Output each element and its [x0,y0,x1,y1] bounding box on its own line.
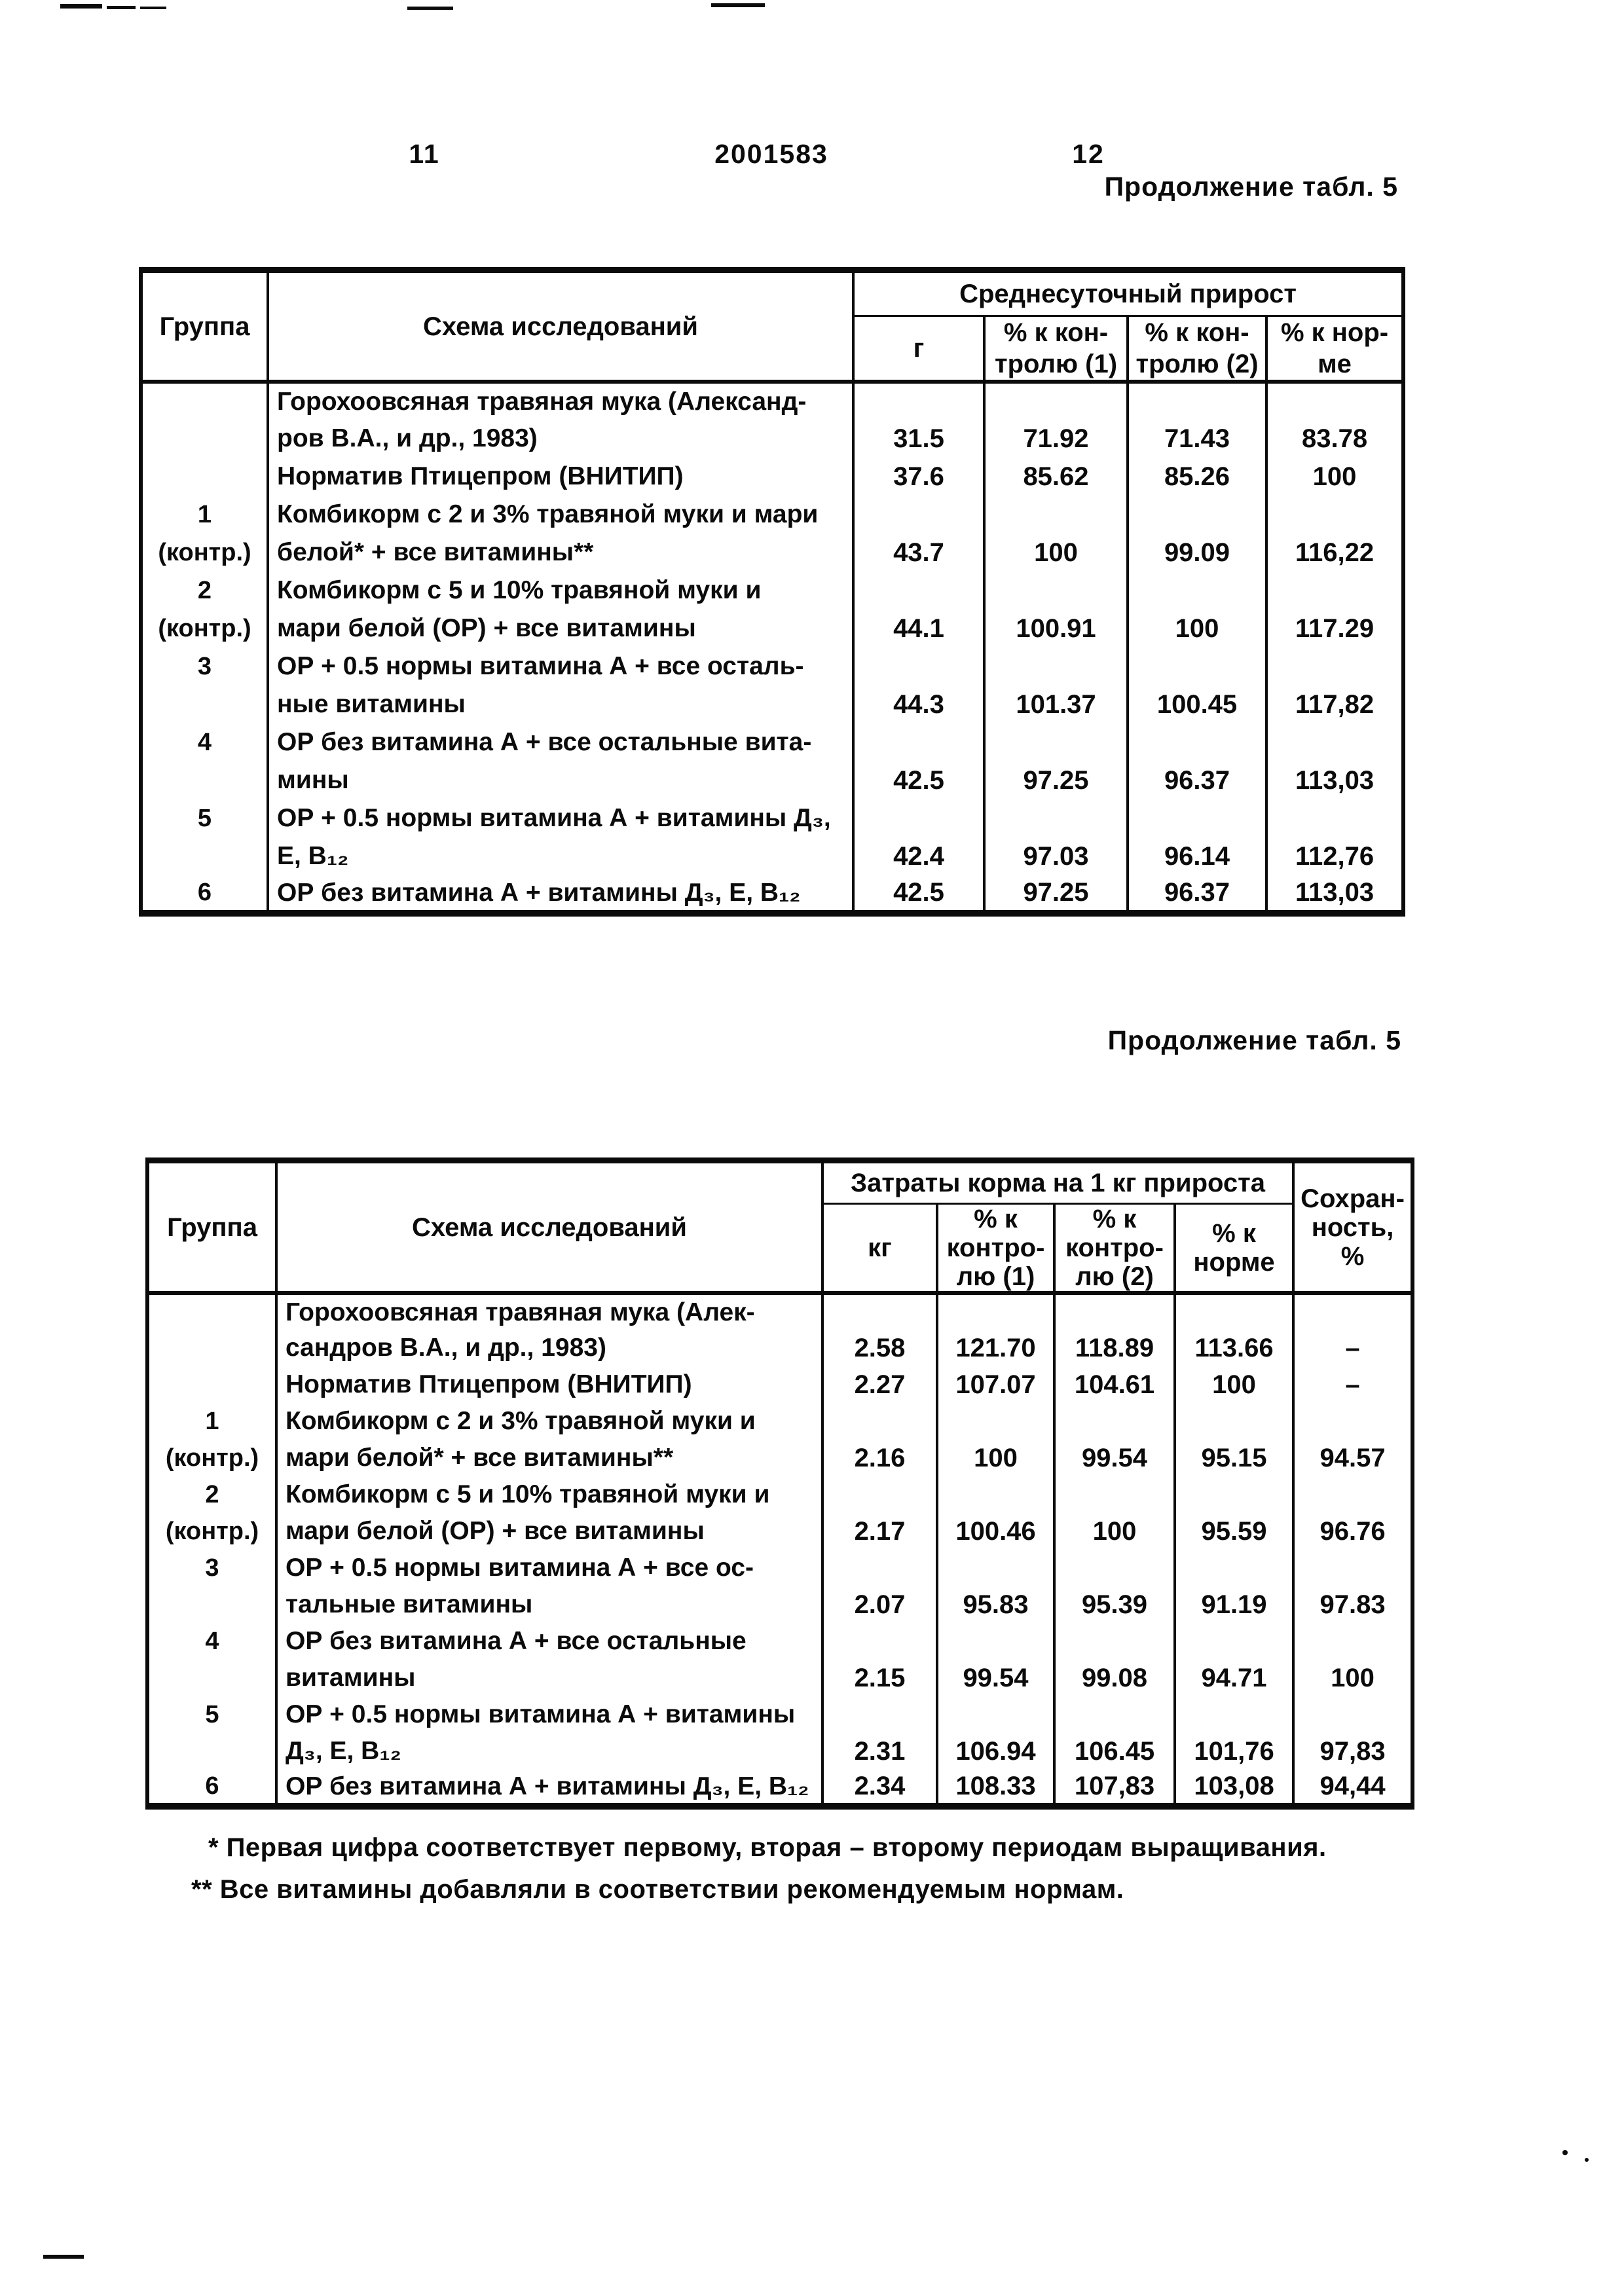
group-cell [141,761,268,799]
feed-cost-table [145,1157,1414,1810]
value-cell [1175,1403,1293,1440]
table-row [141,837,1403,875]
table-row [141,382,1403,420]
value-cell [1175,1476,1293,1513]
scheme-cell: ров В.А., и др., 1983) [268,420,853,458]
value-cell [937,1403,1054,1440]
table-row [147,1770,1412,1806]
value-cell: 97.03 [984,837,1128,875]
value-cell: 101.37 [984,685,1128,723]
footnote-2: ** Все витамины добавляли в соответствии рекомендуемым нормам. [191,1875,1124,1904]
group-cell: 5 [141,799,268,837]
table-row [141,572,1403,610]
value-cell: 107,83 [1054,1770,1175,1806]
value-cell [1293,1476,1412,1513]
value-cell [984,496,1128,534]
table1-body [141,382,1403,913]
page-number-right: 12 [1072,139,1105,169]
table-row [141,647,1403,685]
scheme-cell: ОР без витамина А + все остальные вита- [268,723,853,761]
value-cell: 71.43 [1128,420,1266,458]
daily-gain-table [139,267,1405,917]
value-cell: 44.3 [853,685,984,723]
value-cell: 95.59 [1175,1513,1293,1550]
table-row [147,1476,1412,1513]
value-cell [937,1476,1054,1513]
scheme-cell: ОР без витамина А + витамины Д₃, Е, В₁₂ [276,1770,822,1806]
table-row [147,1586,1412,1623]
value-cell [1175,1550,1293,1586]
value-cell: 100 [1175,1366,1293,1403]
group-cell [147,1586,276,1623]
value-cell: 100 [1266,458,1403,496]
value-cell [1175,1623,1293,1660]
group-cell [141,685,268,723]
value-cell: 2.27 [822,1366,937,1403]
table-row [141,875,1403,913]
group-cell: 4 [147,1623,276,1660]
value-cell [1054,1623,1175,1660]
group-cell [141,420,268,458]
value-cell: 106.45 [1054,1733,1175,1770]
value-cell: 117.29 [1266,610,1403,647]
value-cell [822,1623,937,1660]
value-cell: 2.17 [822,1513,937,1550]
value-cell: 100.91 [984,610,1128,647]
value-cell [853,382,984,420]
value-cell: 42.4 [853,837,984,875]
value-cell: 106.94 [937,1733,1054,1770]
scheme-cell: Комбикорм с 2 и 3% травяной муки и мари [268,496,853,534]
value-cell [1266,723,1403,761]
table-row [141,496,1403,534]
value-cell: 100 [1128,610,1266,647]
value-cell [1128,647,1266,685]
group-cell: 5 [147,1696,276,1733]
group-cell: 4 [141,723,268,761]
value-cell: 97.83 [1293,1586,1412,1623]
table-row [147,1550,1412,1586]
scan-artifact-dash [43,2255,84,2259]
scan-artifact-dash [140,7,166,9]
group-cell: 1 [141,496,268,534]
value-cell [1175,1696,1293,1733]
value-cell [853,572,984,610]
scheme-cell: ОР без витамина А + витамины Д₃, Е, В₁₂ [268,875,853,913]
group-cell [147,1660,276,1696]
col-header-group: Группа [147,1161,276,1294]
value-cell [984,799,1128,837]
value-cell [1128,723,1266,761]
group-cell: (контр.) [147,1513,276,1550]
group-cell [141,458,268,496]
value-cell: 113.66 [1175,1330,1293,1366]
scan-artifact-dash [107,6,136,9]
value-cell [937,1623,1054,1660]
table-row [141,685,1403,723]
value-cell: 112,76 [1266,837,1403,875]
col-header-survival: Сохран- ность, % [1293,1161,1412,1294]
table2-body [147,1293,1412,1806]
value-cell [853,799,984,837]
value-cell: 95.39 [1054,1586,1175,1623]
scheme-cell: Норматив Птицепром (ВНИТИП) [268,458,853,496]
value-cell: 94.71 [1175,1660,1293,1696]
col-header-pct-ctrl1: % к кон- тролю (1) [984,316,1128,382]
footnote-1: * Первая цифра соответствует первому, вторая – второму периодам выращивания. [208,1833,1327,1862]
scheme-cell: ОР + 0.5 нормы витамина А + витамины [276,1696,822,1733]
value-cell: 2.07 [822,1586,937,1623]
table-row [141,761,1403,799]
value-cell: 2.15 [822,1660,937,1696]
group-cell: (контр.) [141,610,268,647]
scheme-cell: сандров В.А., и др., 1983) [276,1330,822,1366]
scheme-cell: Комбикорм с 5 и 10% травяной муки и [276,1476,822,1513]
table2-caption: Продолжение табл. 5 [1107,1025,1401,1055]
group-cell [141,382,268,420]
value-cell [937,1696,1054,1733]
table-row [147,1366,1412,1403]
col-header-scheme: Схема исследований [276,1161,822,1294]
value-cell: 83.78 [1266,420,1403,458]
value-cell: 116,22 [1266,534,1403,572]
col-header-pct-ctrl1: % к контро- лю (1) [937,1204,1054,1294]
value-cell: 99.09 [1128,534,1266,572]
group-cell: 2 [141,572,268,610]
scheme-cell: мари белой (ОР) + все витамины [268,610,853,647]
group-cell: 6 [147,1770,276,1806]
value-cell: 96.14 [1128,837,1266,875]
value-cell [1293,1550,1412,1586]
value-cell [1293,1293,1412,1330]
group-cell: 3 [141,647,268,685]
value-cell: 2.31 [822,1733,937,1770]
scheme-cell: ные витамины [268,685,853,723]
value-cell: 104.61 [1054,1366,1175,1403]
value-cell [984,647,1128,685]
group-cell: 3 [147,1550,276,1586]
group-cell: 1 [147,1403,276,1440]
value-cell [1175,1293,1293,1330]
value-cell: – [1293,1330,1412,1366]
scheme-cell: тальные витамины [276,1586,822,1623]
group-cell [147,1366,276,1403]
value-cell [822,1403,937,1440]
value-cell [1266,647,1403,685]
value-cell [822,1476,937,1513]
table-row [147,1696,1412,1733]
value-cell: 103,08 [1175,1770,1293,1806]
value-cell: 42.5 [853,761,984,799]
value-cell: 117,82 [1266,685,1403,723]
col-header-pct-norm: % к норме [1175,1204,1293,1294]
col-header-span: Среднесуточный прирост [853,270,1403,316]
value-cell: 85.62 [984,458,1128,496]
value-cell: 97.25 [984,875,1128,913]
col-header-kg: кг [822,1204,937,1294]
value-cell: – [1293,1366,1412,1403]
value-cell [937,1550,1054,1586]
scheme-cell: мины [268,761,853,799]
value-cell: 121.70 [937,1330,1054,1366]
value-cell: 100 [984,534,1128,572]
value-cell: 96.37 [1128,875,1266,913]
scheme-cell: Горохоовсяная травяная мука (Алек- [276,1293,822,1330]
value-cell [984,723,1128,761]
value-cell: 71.92 [984,420,1128,458]
value-cell: 42.5 [853,875,984,913]
scheme-cell: ОР + 0.5 нормы витамина А + все ос- [276,1550,822,1586]
value-cell: 2.58 [822,1330,937,1366]
scan-artifact-dot [1585,2158,1589,2162]
col-header-span: Затраты корма на 1 кг прироста [822,1161,1293,1204]
value-cell [853,496,984,534]
scan-artifact-dash [407,7,453,10]
group-cell: 6 [141,875,268,913]
value-cell [1054,1476,1175,1513]
scan-artifact-dash [711,3,765,7]
value-cell [1128,799,1266,837]
value-cell: 118.89 [1054,1330,1175,1366]
value-cell: 113,03 [1266,761,1403,799]
scheme-cell: ОР + 0.5 нормы витамина А + все осталь- [268,647,853,685]
value-cell: 100 [1054,1513,1175,1550]
value-cell [1128,496,1266,534]
scheme-cell: витамины [276,1660,822,1696]
value-cell: 97,83 [1293,1733,1412,1770]
value-cell: 96.37 [1128,761,1266,799]
group-cell [147,1330,276,1366]
value-cell: 99.08 [1054,1660,1175,1696]
value-cell: 43.7 [853,534,984,572]
value-cell [1054,1403,1175,1440]
value-cell: 113,03 [1266,875,1403,913]
value-cell: 99.54 [1054,1440,1175,1476]
value-cell [1293,1696,1412,1733]
col-header-pct-ctrl2: % к контро- лю (2) [1054,1204,1175,1294]
value-cell: 2.16 [822,1440,937,1476]
value-cell [984,382,1128,420]
value-cell: 31.5 [853,420,984,458]
value-cell: 100.45 [1128,685,1266,723]
scheme-cell: Д₃, Е, В₁₂ [276,1733,822,1770]
value-cell: 99.54 [937,1660,1054,1696]
scheme-cell: Горохоовсяная травяная мука (Александ- [268,382,853,420]
value-cell [1266,572,1403,610]
table1-caption: Продолжение табл. 5 [1104,172,1398,202]
value-cell [984,572,1128,610]
value-cell: 94.57 [1293,1440,1412,1476]
group-cell [141,837,268,875]
col-header-group: Группа [141,270,268,382]
value-cell [1266,382,1403,420]
group-cell: (контр.) [141,534,268,572]
table-row [147,1513,1412,1550]
value-cell: 37.6 [853,458,984,496]
table-row [141,799,1403,837]
table-row [147,1660,1412,1696]
value-cell: 95.83 [937,1586,1054,1623]
value-cell: 2.34 [822,1770,937,1806]
value-cell [1293,1623,1412,1660]
value-cell [1128,572,1266,610]
col-header-scheme: Схема исследований [268,270,853,382]
value-cell: 100 [937,1440,1054,1476]
table-row [147,1330,1412,1366]
scheme-cell: мари белой* + все витамины** [276,1440,822,1476]
value-cell [853,647,984,685]
value-cell [822,1293,937,1330]
scheme-cell: Е, В₁₂ [268,837,853,875]
value-cell [822,1550,937,1586]
table-row [147,1293,1412,1330]
scheme-cell: Норматив Птицепром (ВНИТИП) [276,1366,822,1403]
col-header-grams: г [853,316,984,382]
col-header-pct-norm: % к нор- ме [1266,316,1403,382]
value-cell [853,723,984,761]
table-row [141,420,1403,458]
scheme-cell: белой* + все витамины** [268,534,853,572]
value-cell: 101,76 [1175,1733,1293,1770]
value-cell [937,1293,1054,1330]
table-row [147,1440,1412,1476]
value-cell [1054,1696,1175,1733]
scan-artifact-dot [1562,2150,1568,2155]
scheme-cell: мари белой (ОР) + все витамины [276,1513,822,1550]
table-row [147,1733,1412,1770]
value-cell: 94,44 [1293,1770,1412,1806]
group-cell: (контр.) [147,1440,276,1476]
value-cell [1266,496,1403,534]
page-number-left: 11 [409,139,440,169]
value-cell [822,1696,937,1733]
table-row [141,723,1403,761]
scheme-cell: Комбикорм с 2 и 3% травяной муки и [276,1403,822,1440]
value-cell [1266,799,1403,837]
group-cell [147,1733,276,1770]
scheme-cell: ОР + 0.5 нормы витамина А + витамины Д₃, [268,799,853,837]
value-cell: 96.76 [1293,1513,1412,1550]
scheme-cell: Комбикорм с 5 и 10% травяной муки и [268,572,853,610]
value-cell [1128,382,1266,420]
value-cell: 91.19 [1175,1586,1293,1623]
value-cell: 44.1 [853,610,984,647]
table-row [141,458,1403,496]
table-row [147,1623,1412,1660]
value-cell: 107.07 [937,1366,1054,1403]
value-cell: 97.25 [984,761,1128,799]
value-cell [1293,1403,1412,1440]
value-cell: 108.33 [937,1770,1054,1806]
value-cell [1054,1293,1175,1330]
group-cell: 2 [147,1476,276,1513]
value-cell [1054,1550,1175,1586]
value-cell: 95.15 [1175,1440,1293,1476]
col-header-pct-ctrl2: % к кон- тролю (2) [1128,316,1266,382]
scan-artifact-dash [60,4,102,9]
table-row [141,610,1403,647]
table-row [147,1403,1412,1440]
value-cell: 100.46 [937,1513,1054,1550]
scheme-cell: ОР без витамина А + все остальные [276,1623,822,1660]
value-cell: 85.26 [1128,458,1266,496]
value-cell: 100 [1293,1660,1412,1696]
group-cell [147,1293,276,1330]
table-row [141,534,1403,572]
patent-number: 2001583 [714,139,828,169]
